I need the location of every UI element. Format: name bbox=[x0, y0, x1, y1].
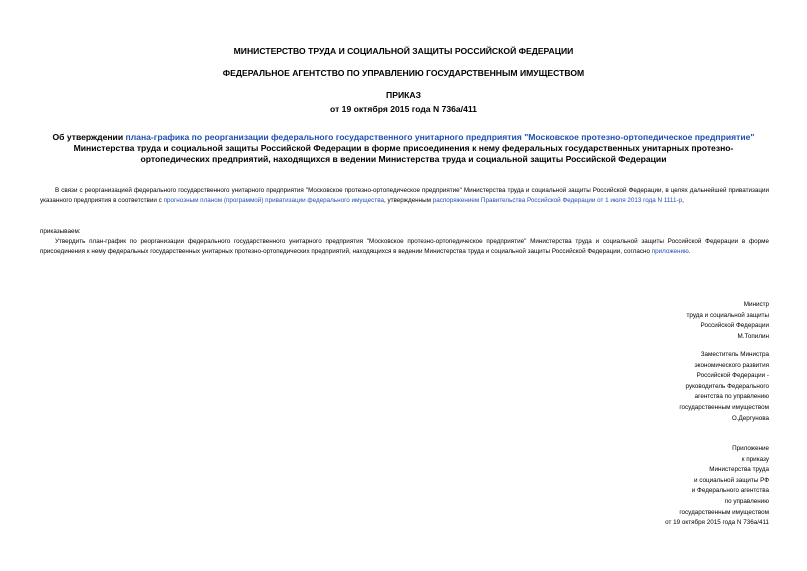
signature-line: Российской Федерации - bbox=[696, 372, 769, 380]
p3-text: Утвердить план-график по реорганизации федерального государственного унитарного предприятия "Московское протезно-ортопедическое предприятие" Министерства труда и социальной защиты Российской Федерации в форме присоединения к нему федеральных государственных унитарных протезно-ортопедических предприятий, находящихся в ведении Министерства труда и социальной защиты Российской Федерации, согласно bbox=[40, 238, 769, 255]
signature-line: государственным имуществом bbox=[679, 403, 769, 411]
privatization-plan-link[interactable]: прогнозным планом (программой) приватизации федерального имущества bbox=[163, 197, 384, 204]
appendix-line: по управлению bbox=[724, 497, 769, 505]
title-rest: Министерства труда и социальной защиты Российской Федерации в форме присоединения к нему федеральных государственных унитарных протезно-ортопедических предприятий, находящихся в ведении Министерства труда и социальной защиты Российской Федерации bbox=[73, 143, 734, 164]
agency-header: ФЕДЕРАЛЬНОЕ АГЕНТСТВО ПО УПРАВЛЕНИЮ ГОСУДАРСТВЕННЫМ ИМУЩЕСТВОМ bbox=[222, 68, 585, 78]
appendix-line: Приложение bbox=[732, 445, 769, 452]
appendix-line: государственным имуществом bbox=[679, 508, 769, 516]
government-order-link[interactable]: распоряжением Правительства Российской Федерации от 1 июля 2013 года N 1111-р bbox=[432, 197, 683, 204]
p1-end: , bbox=[682, 197, 684, 204]
appendix-line: и Федерального агентства bbox=[691, 487, 769, 495]
document-title bbox=[40, 132, 767, 165]
signature-line: Заместитель Министра bbox=[700, 351, 769, 358]
doc-date: от 19 октября 2015 года N 736а/411 bbox=[330, 104, 477, 114]
signature-line: агентства по управлению bbox=[694, 393, 769, 401]
doc-type: ПРИКАЗ bbox=[386, 90, 421, 100]
p3-end: . bbox=[688, 248, 691, 255]
signature-deputy bbox=[679, 350, 769, 424]
signature-line: экономического развития bbox=[694, 361, 769, 369]
signature-line: Российской Федерации bbox=[700, 322, 769, 330]
appendix-link[interactable]: приложению bbox=[651, 248, 689, 255]
p1-mid: , утвержденным bbox=[383, 197, 433, 204]
p1-text: В связи с реорганизацией федерального государственного унитарного предприятия "Московское протезно-ортопедическое предприятие" Министерства труда и социальной защиты Российской Федерации, в целях дальнейшей приватизации указанного предприятия в соответствии с bbox=[40, 187, 769, 204]
appendix-line: Министерства труда bbox=[709, 466, 769, 474]
title-prefix: Об утверждении bbox=[52, 132, 126, 142]
paragraph-1 bbox=[40, 186, 769, 206]
appendix-line: и социальной защиты РФ bbox=[694, 476, 769, 484]
appendix-block bbox=[665, 444, 769, 529]
signature-line: Министр bbox=[743, 301, 769, 308]
signature-line: руководитель Федерального bbox=[685, 382, 769, 390]
paragraph-3 bbox=[40, 237, 769, 257]
signature-name: М.Топилин bbox=[737, 332, 769, 340]
signature-line: труда и социальной защиты bbox=[686, 311, 769, 319]
signature-name: О.Дергунова bbox=[731, 414, 769, 422]
ministry-header: МИНИСТЕРСТВО ТРУДА И СОЦИАЛЬНОЙ ЗАЩИТЫ РОССИЙСКОЙ ФЕДЕРАЦИИ bbox=[233, 46, 574, 56]
signature-minister bbox=[687, 300, 770, 342]
appendix-line: к приказу bbox=[741, 455, 769, 463]
appendix-line: от 19 октября 2015 года N 736а/411 bbox=[665, 519, 769, 527]
title-link[interactable]: плана-графика по реорганизации федерального государственного унитарного предприятия "Московское протезно-ортопедическое предприятие" bbox=[125, 132, 755, 142]
paragraph-2: приказываем: bbox=[40, 228, 81, 235]
